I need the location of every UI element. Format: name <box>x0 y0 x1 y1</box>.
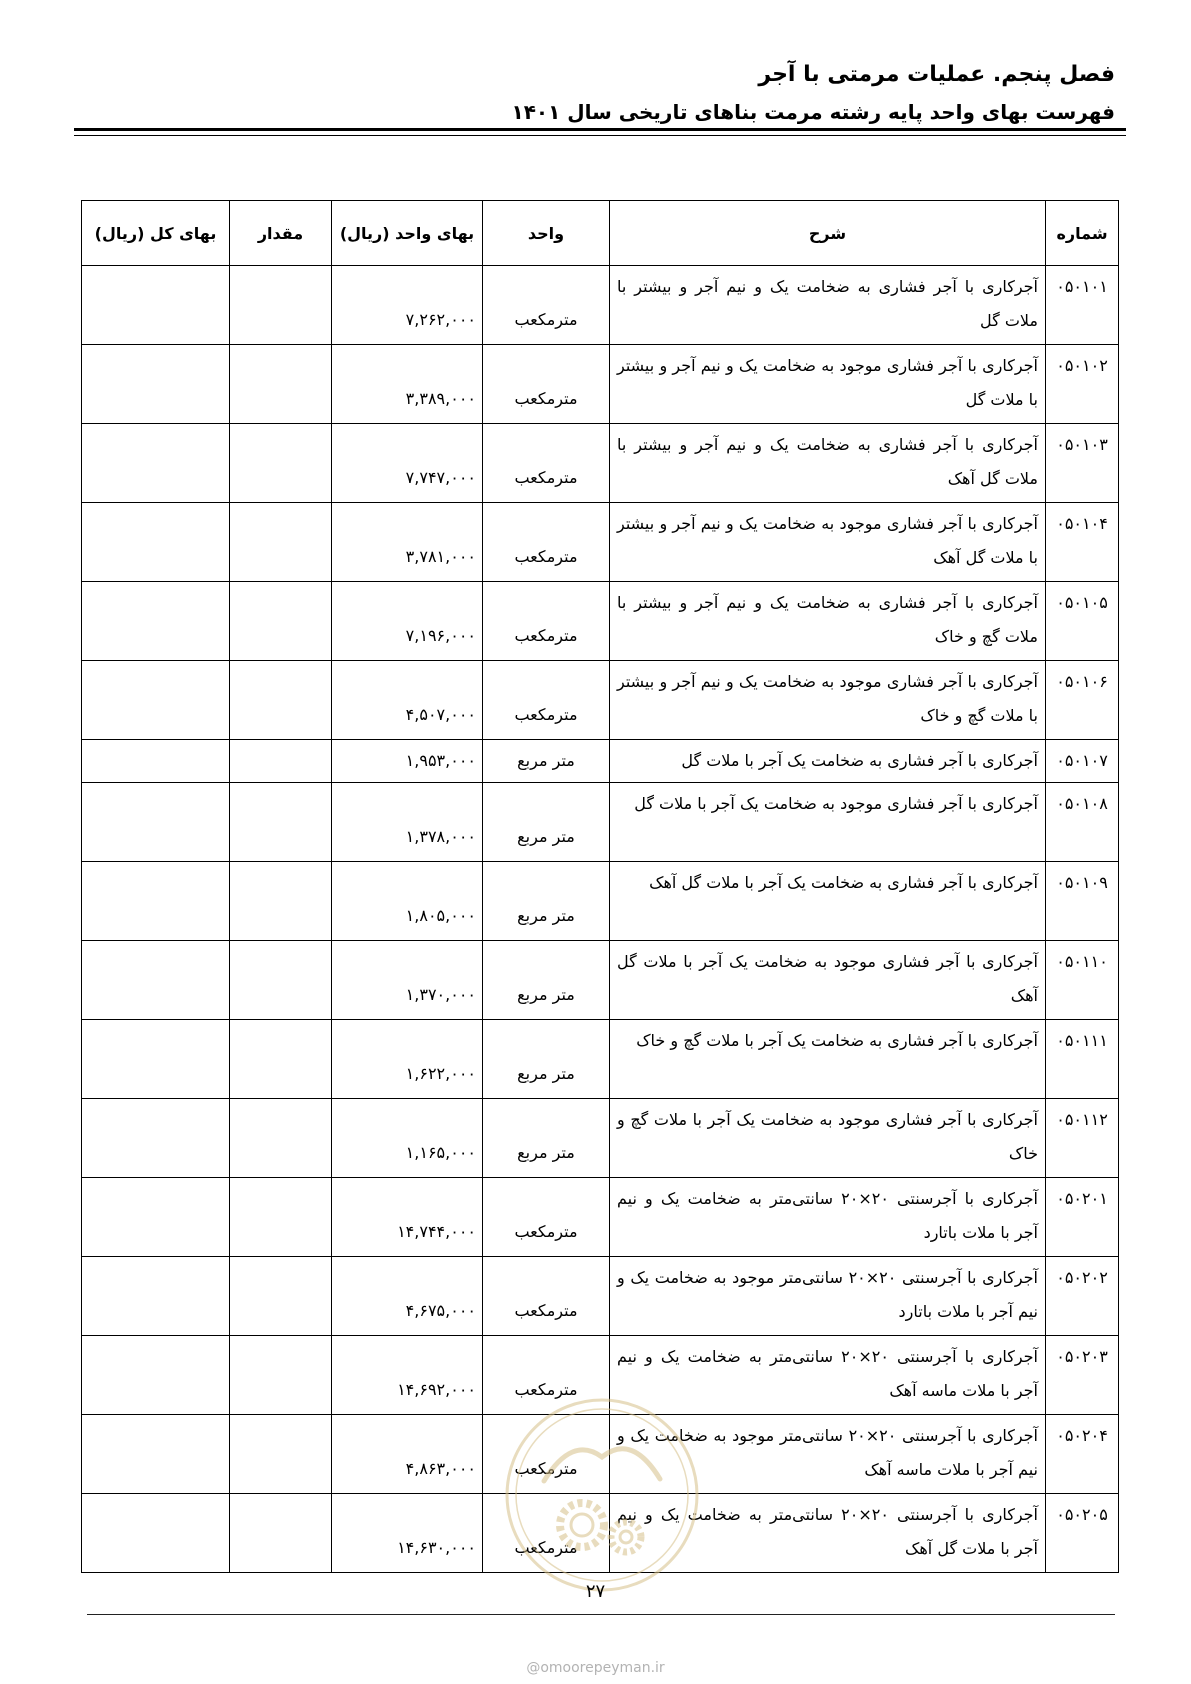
item-unit: مترمکعب <box>514 389 578 408</box>
item-unit-cell <box>483 1099 610 1178</box>
item-unit: مترمکعب <box>514 1459 578 1478</box>
column-header-total-price: بهای کل (ریال) <box>82 201 230 266</box>
item-code: ۰۵۰۲۰۵ <box>1056 1505 1108 1524</box>
website-watermark: @omoorepeyman.ir <box>526 1660 665 1676</box>
table-row <box>82 1415 1119 1494</box>
item-description: آجرکاری با آجرسنتی ۲۰×۲۰ سانتی‌متر به ضخامت یک و نیم آجر با ملات ماسه آهک <box>617 1347 1039 1400</box>
table-row <box>82 862 1119 941</box>
item-description-cell <box>610 1336 1046 1415</box>
item-quantity-cell <box>230 345 332 424</box>
chapter-title: فصل پنجم. عملیات مرمتی با آجر <box>758 62 1115 87</box>
item-code: ۰۵۰۱۰۵ <box>1056 593 1108 612</box>
item-total-price-cell <box>82 1257 230 1336</box>
item-code-cell <box>1046 783 1119 862</box>
item-quantity-cell <box>230 1415 332 1494</box>
item-quantity-cell <box>230 941 332 1020</box>
item-description-cell <box>610 582 1046 661</box>
column-header-quantity: مقدار <box>230 201 332 266</box>
item-code: ۰۵۰۱۱۲ <box>1056 1110 1108 1129</box>
item-unit-price: ۱,۶۲۲,۰۰۰ <box>405 1064 476 1083</box>
page-number: ۲۷ <box>585 1581 606 1602</box>
table-row <box>82 503 1119 582</box>
item-unit: متر مربع <box>517 1064 575 1083</box>
item-unit: مترمکعب <box>514 468 578 487</box>
item-unit-price-cell <box>332 1336 483 1415</box>
item-unit-cell <box>483 740 610 783</box>
item-description-cell <box>610 1178 1046 1257</box>
item-description-cell <box>610 1099 1046 1178</box>
item-description: آجرکاری با آجر فشاری موجود به ضخامت یک آجر با ملات گچ و خاک <box>617 1110 1038 1163</box>
item-description: آجرکاری با آجر فشاری به ضخامت یک آجر با ملات گچ و خاک <box>636 1031 1038 1050</box>
item-unit: متر مربع <box>517 906 575 925</box>
item-description: آجرکاری با آجر فشاری به ضخامت یک آجر با ملات گل <box>681 751 1038 770</box>
item-code-cell <box>1046 1494 1119 1573</box>
table-row <box>82 1257 1119 1336</box>
item-unit: مترمکعب <box>514 310 578 329</box>
item-unit-price-cell <box>332 1178 483 1257</box>
item-unit: متر مربع <box>517 751 575 770</box>
column-header-unit-price: بهای واحد (ریال) <box>332 201 483 266</box>
item-unit: مترمکعب <box>514 1538 578 1557</box>
item-code: ۰۵۰۱۰۲ <box>1056 356 1108 375</box>
item-unit-price: ۳,۷۸۱,۰۰۰ <box>405 547 476 566</box>
item-unit: مترمکعب <box>514 1301 578 1320</box>
column-header-description: شرح <box>610 201 1046 266</box>
price-list-title: فهرست بهای واحد پایه رشته مرمت بناهای تاریخی سال ۱۴۰۱ <box>511 100 1115 124</box>
item-total-price-cell <box>82 503 230 582</box>
item-description: آجرکاری با آجر فشاری به ضخامت یک و نیم آجر و بیشتر با ملات گل آهک <box>617 435 1038 488</box>
item-quantity-cell <box>230 582 332 661</box>
item-total-price-cell <box>82 1415 230 1494</box>
item-unit-price-cell <box>332 1257 483 1336</box>
item-quantity-cell <box>230 1020 332 1099</box>
item-description: آجرکاری با آجر فشاری موجود به ضخامت یک و نیم آجر و بیشتر با ملات گل آهک <box>617 514 1038 567</box>
item-unit: مترمکعب <box>514 626 578 645</box>
item-description-cell <box>610 862 1046 941</box>
item-total-price-cell <box>82 1494 230 1573</box>
item-total-price-cell <box>82 345 230 424</box>
footer-rule <box>87 1614 1115 1615</box>
item-code-cell <box>1046 345 1119 424</box>
table-row <box>82 582 1119 661</box>
page-header <box>511 56 1115 130</box>
table-row <box>82 1494 1119 1573</box>
item-unit-cell <box>483 1020 610 1099</box>
item-unit-price: ۷,۱۹۶,۰۰۰ <box>405 626 476 645</box>
item-code: ۰۵۰۱۰۸ <box>1056 794 1108 813</box>
item-description: آجرکاری با آجر فشاری موجود به ضخامت یک آجر با ملات گل آهک <box>617 952 1038 1005</box>
table-row <box>82 1020 1119 1099</box>
item-code-cell <box>1046 1415 1119 1494</box>
item-quantity-cell <box>230 1178 332 1257</box>
item-description: آجرکاری با آجرسنتی ۲۰×۲۰ سانتی‌متر موجود به ضخامت یک و نیم آجر با ملات ماسه آهک <box>617 1426 1038 1479</box>
item-total-price-cell <box>82 424 230 503</box>
item-description-cell <box>610 1020 1046 1099</box>
item-description-cell <box>610 1494 1046 1573</box>
item-unit-cell <box>483 862 610 941</box>
item-unit-price-cell <box>332 345 483 424</box>
item-unit-price-cell <box>332 661 483 740</box>
item-unit-price: ۱۴,۶۳۰,۰۰۰ <box>397 1538 476 1557</box>
item-unit-price-cell <box>332 783 483 862</box>
item-quantity-cell <box>230 266 332 345</box>
item-unit: متر مربع <box>517 1143 575 1162</box>
item-unit-price-cell <box>332 941 483 1020</box>
item-unit-cell <box>483 661 610 740</box>
item-unit: مترمکعب <box>514 1222 578 1241</box>
item-unit-cell <box>483 345 610 424</box>
item-description-cell <box>610 1415 1046 1494</box>
item-unit-cell <box>483 1257 610 1336</box>
item-unit-price-cell <box>332 740 483 783</box>
item-code: ۰۵۰۱۰۹ <box>1056 873 1108 892</box>
item-code-cell <box>1046 1336 1119 1415</box>
item-code-cell <box>1046 740 1119 783</box>
item-quantity-cell <box>230 862 332 941</box>
column-header-code: شماره <box>1046 201 1119 266</box>
item-unit-price-cell <box>332 862 483 941</box>
item-unit-price-cell <box>332 503 483 582</box>
item-unit-cell <box>483 1336 610 1415</box>
column-header-unit: واحد <box>483 201 610 266</box>
item-quantity-cell <box>230 783 332 862</box>
item-description: آجرکاری با آجرسنتی ۲۰×۲۰ سانتی‌متر به ضخامت یک و نیم آجر با ملات باتارد <box>617 1189 1039 1242</box>
table-body <box>82 266 1119 1573</box>
table-row <box>82 1099 1119 1178</box>
table-header <box>82 201 1119 266</box>
item-unit-price-cell <box>332 1494 483 1573</box>
item-unit: مترمکعب <box>514 1380 578 1399</box>
table-row <box>82 1336 1119 1415</box>
table-row <box>82 424 1119 503</box>
item-code-cell <box>1046 582 1119 661</box>
item-unit-cell <box>483 1415 610 1494</box>
item-unit-price: ۴,۵۰۷,۰۰۰ <box>405 705 476 724</box>
item-code: ۰۵۰۱۰۷ <box>1056 751 1108 770</box>
item-unit-price: ۳,۳۸۹,۰۰۰ <box>405 389 476 408</box>
item-quantity-cell <box>230 1099 332 1178</box>
item-code-cell <box>1046 266 1119 345</box>
header-row <box>82 201 1119 266</box>
item-code: ۰۵۰۱۰۱ <box>1056 277 1108 296</box>
item-description-cell <box>610 740 1046 783</box>
header-rule-thick <box>74 128 1126 131</box>
item-total-price-cell <box>82 1020 230 1099</box>
item-description-cell <box>610 503 1046 582</box>
item-description: آجرکاری با آجر فشاری موجود به ضخامت یک و نیم آجر و بیشتر با ملات گچ و خاک <box>617 672 1038 725</box>
item-code-cell <box>1046 1020 1119 1099</box>
item-unit: مترمکعب <box>514 547 578 566</box>
item-total-price-cell <box>82 1099 230 1178</box>
item-code-cell <box>1046 862 1119 941</box>
item-quantity-cell <box>230 740 332 783</box>
item-code-cell <box>1046 1257 1119 1336</box>
item-description: آجرکاری با آجر فشاری موجود به ضخامت یک آجر با ملات گل <box>634 794 1038 813</box>
item-description: آجرکاری با آجر فشاری به ضخامت یک و نیم آجر و بیشتر با ملات گچ و خاک <box>617 593 1038 646</box>
item-unit-price: ۱,۳۷۰,۰۰۰ <box>405 985 476 1004</box>
item-code: ۰۵۰۱۱۰ <box>1056 952 1108 971</box>
item-code: ۰۵۰۱۰۶ <box>1056 672 1108 691</box>
item-unit-price-cell <box>332 1020 483 1099</box>
item-unit: مترمکعب <box>514 705 578 724</box>
item-code-cell <box>1046 503 1119 582</box>
item-unit-price: ۱,۸۰۵,۰۰۰ <box>405 906 476 925</box>
table-row <box>82 345 1119 424</box>
item-unit-price: ۱۴,۶۹۲,۰۰۰ <box>397 1380 476 1399</box>
item-description-cell <box>610 424 1046 503</box>
item-code: ۰۵۰۲۰۱ <box>1056 1189 1108 1208</box>
item-unit-price: ۷,۲۶۲,۰۰۰ <box>405 310 476 329</box>
item-total-price-cell <box>82 266 230 345</box>
item-total-price-cell <box>82 1336 230 1415</box>
item-unit-cell <box>483 582 610 661</box>
item-unit: متر مربع <box>517 827 575 846</box>
item-unit-price: ۱,۳۷۸,۰۰۰ <box>405 827 476 846</box>
item-description-cell <box>610 1257 1046 1336</box>
item-total-price-cell <box>82 862 230 941</box>
item-quantity-cell <box>230 661 332 740</box>
item-code: ۰۵۰۱۱۱ <box>1056 1031 1108 1050</box>
item-unit-price: ۱,۹۵۳,۰۰۰ <box>405 751 476 770</box>
item-quantity-cell <box>230 424 332 503</box>
price-table <box>81 200 1119 1573</box>
item-unit-price: ۱,۱۶۵,۰۰۰ <box>405 1143 476 1162</box>
item-code: ۰۵۰۲۰۴ <box>1056 1426 1108 1445</box>
item-unit-cell <box>483 941 610 1020</box>
item-description-cell <box>610 941 1046 1020</box>
item-description: آجرکاری با آجرسنتی ۲۰×۲۰ سانتی‌متر به ضخامت یک و نیم آجر با ملات گل آهک <box>617 1505 1039 1558</box>
item-unit-price: ۴,۸۶۳,۰۰۰ <box>405 1459 476 1478</box>
item-unit-price-cell <box>332 1415 483 1494</box>
item-unit-cell <box>483 1494 610 1573</box>
item-total-price-cell <box>82 661 230 740</box>
item-code-cell <box>1046 1099 1119 1178</box>
item-total-price-cell <box>82 582 230 661</box>
item-description: آجرکاری با آجر فشاری به ضخامت یک آجر با ملات گل آهک <box>649 873 1038 892</box>
item-unit: متر مربع <box>517 985 575 1004</box>
item-quantity-cell <box>230 1257 332 1336</box>
header-rule-thin <box>74 135 1126 136</box>
item-code: ۰۵۰۲۰۳ <box>1056 1347 1108 1366</box>
item-total-price-cell <box>82 941 230 1020</box>
item-total-price-cell <box>82 783 230 862</box>
item-total-price-cell <box>82 1178 230 1257</box>
item-code-cell <box>1046 1178 1119 1257</box>
item-quantity-cell <box>230 1494 332 1573</box>
item-total-price-cell <box>82 740 230 783</box>
item-unit-cell <box>483 424 610 503</box>
item-unit-price-cell <box>332 582 483 661</box>
item-unit-cell <box>483 266 610 345</box>
item-unit-price-cell <box>332 266 483 345</box>
item-quantity-cell <box>230 503 332 582</box>
item-unit-price: ۷,۷۴۷,۰۰۰ <box>405 468 476 487</box>
table-row <box>82 661 1119 740</box>
item-unit-cell <box>483 783 610 862</box>
item-code-cell <box>1046 941 1119 1020</box>
item-unit-price: ۴,۶۷۵,۰۰۰ <box>405 1301 476 1320</box>
item-quantity-cell <box>230 1336 332 1415</box>
table-row <box>82 783 1119 862</box>
item-unit-price-cell <box>332 1099 483 1178</box>
item-code-cell <box>1046 661 1119 740</box>
item-unit-price: ۱۴,۷۴۴,۰۰۰ <box>397 1222 476 1241</box>
item-description: آجرکاری با آجرسنتی ۲۰×۲۰ سانتی‌متر موجود به ضخامت یک و نیم آجر با ملات باتارد <box>617 1268 1038 1321</box>
item-description: آجرکاری با آجر فشاری موجود به ضخامت یک و نیم آجر و بیشتر با ملات گل <box>617 356 1038 409</box>
item-code: ۰۵۰۱۰۴ <box>1056 514 1108 533</box>
item-description-cell <box>610 266 1046 345</box>
table-row <box>82 740 1119 783</box>
item-code: ۰۵۰۲۰۲ <box>1056 1268 1108 1287</box>
item-code: ۰۵۰۱۰۳ <box>1056 435 1108 454</box>
item-description-cell <box>610 783 1046 862</box>
item-unit-cell <box>483 503 610 582</box>
item-unit-cell <box>483 1178 610 1257</box>
item-description-cell <box>610 661 1046 740</box>
item-description-cell <box>610 345 1046 424</box>
table-row <box>82 941 1119 1020</box>
table-row <box>82 266 1119 345</box>
item-code-cell <box>1046 424 1119 503</box>
table-row <box>82 1178 1119 1257</box>
item-description: آجرکاری با آجر فشاری به ضخامت یک و نیم آجر و بیشتر با ملات گل <box>617 277 1038 330</box>
item-unit-price-cell <box>332 424 483 503</box>
